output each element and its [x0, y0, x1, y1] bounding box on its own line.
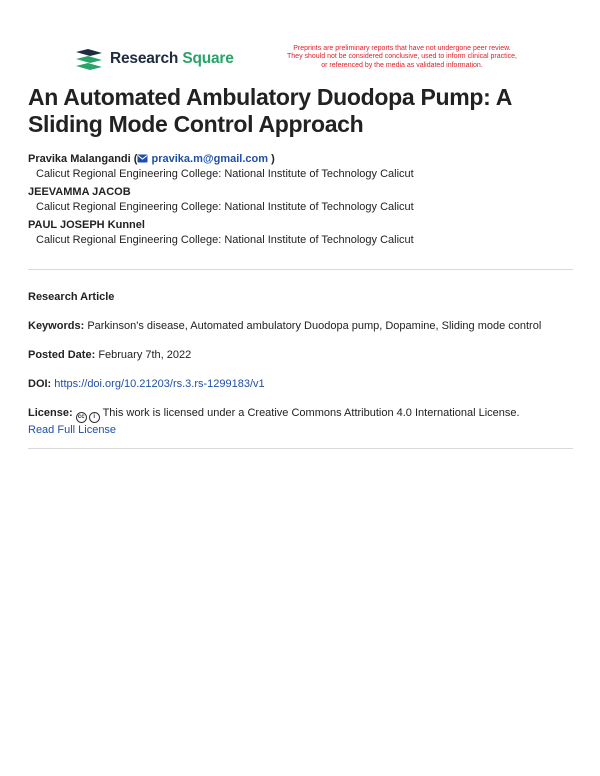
- author-affiliation: Calicut Regional Engineering College: National Institute of Technology Calicut: [36, 168, 414, 180]
- cc-icon: cc: [76, 412, 87, 423]
- logo-wordmark: Research Square: [110, 50, 234, 67]
- article-title: An Automated Ambulatory Duodopa Pump: A Sliding Mode Control Approach: [28, 84, 512, 137]
- author-3: PAUL JOSEPH Kunnel: [28, 219, 145, 231]
- preprint-disclaimer: Preprints are preliminary reports that have not undergone peer review. They should not be considered conclusive, used to inform clinical practice, or referenced by the media as validated information.: [287, 45, 517, 69]
- envelope-icon: [137, 154, 148, 163]
- author-2: JEEVAMMA JACOB: [28, 186, 131, 198]
- keywords-value: Parkinson's disease, Automated ambulatory Duodopa pump, Dopamine, Sliding mode control: [87, 320, 542, 332]
- doi-label: DOI:: [28, 378, 52, 390]
- doi-link[interactable]: https://doi.org/10.21203/rs.3.rs-1299183/v1: [54, 378, 265, 390]
- section-divider: [28, 269, 573, 270]
- article-type: Research Article: [28, 291, 115, 303]
- keywords-row: [28, 319, 573, 334]
- read-full-license-link[interactable]: Read Full License: [28, 424, 117, 436]
- research-square-logo[interactable]: [74, 48, 234, 70]
- author-1: Pravika Malangandi ( pravika.m@gmail.com ): [28, 153, 275, 165]
- license-text: This work is licensed under a Creative Commons Attribution 4.0 International License.: [102, 407, 520, 419]
- license-label: License:: [28, 407, 73, 419]
- section-divider: [28, 448, 573, 449]
- author-affiliation: Calicut Regional Engineering College: National Institute of Technology Calicut: [36, 234, 414, 246]
- posted-date-row: [28, 348, 573, 363]
- keywords-label: Keywords:: [28, 320, 85, 332]
- author-list: [28, 152, 573, 251]
- doi-row: [28, 377, 573, 392]
- author-name: Pravika Malangandi: [28, 153, 131, 165]
- posted-date-value: February 7th, 2022: [98, 349, 192, 361]
- research-square-logo-icon: [74, 48, 104, 70]
- posted-date-label: Posted Date:: [28, 349, 96, 361]
- page-header: [0, 0, 600, 80]
- license-row: [28, 406, 573, 438]
- author-affiliation: Calicut Regional Engineering College: National Institute of Technology Calicut: [36, 201, 414, 213]
- email-link[interactable]: pravika.m@gmail.com: [137, 153, 268, 165]
- by-icon: i: [89, 412, 100, 423]
